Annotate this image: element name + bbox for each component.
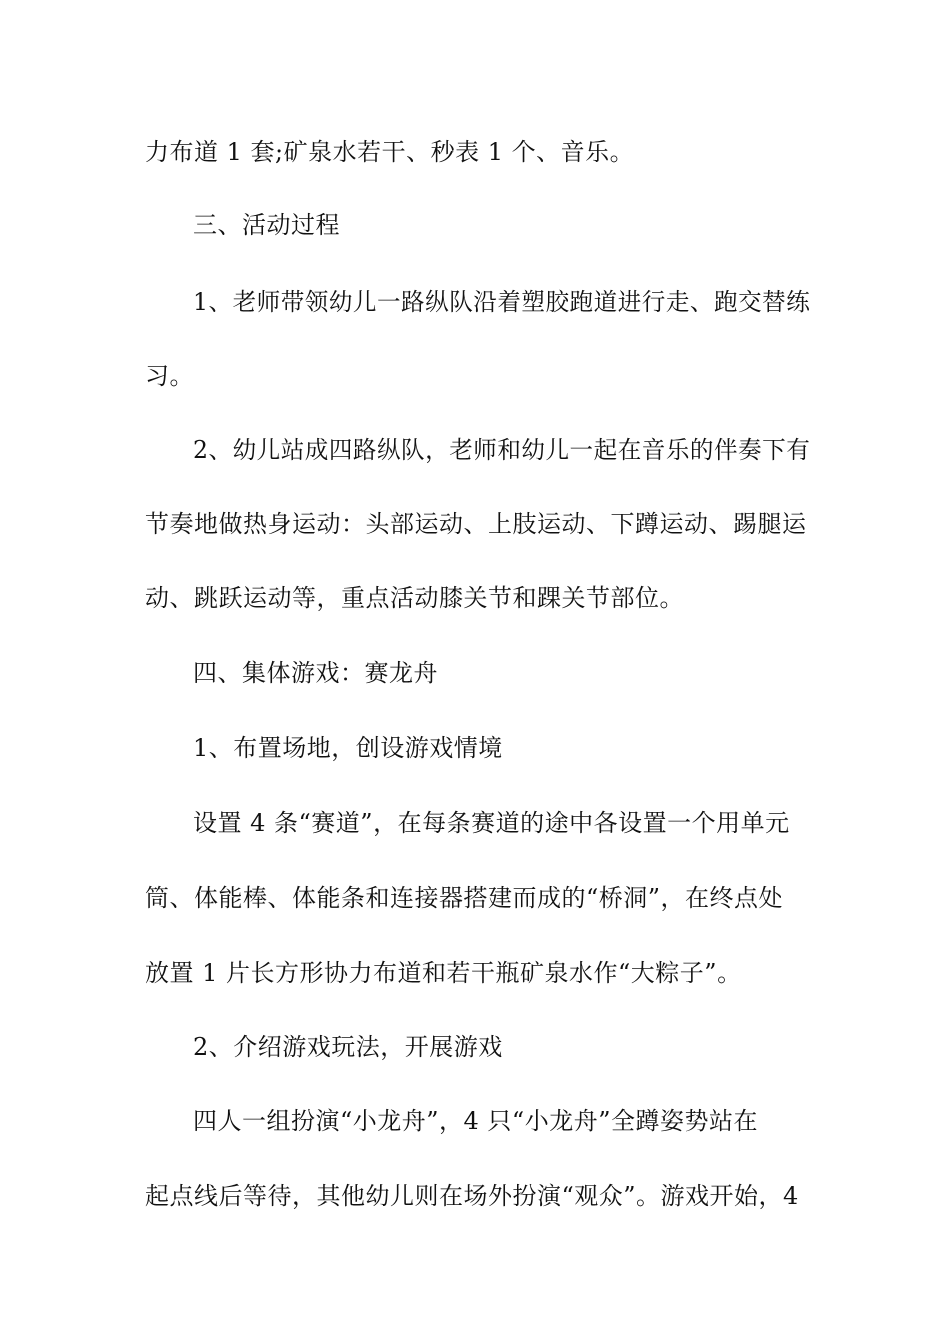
- text-line: 动、跳跃运动等，重点活动膝关节和踝关节部位。: [145, 584, 684, 612]
- text-line: 节奏地做热身运动：头部运动、上肢运动、下蹲运动、踢腿运: [145, 510, 807, 538]
- section-heading: 四、集体游戏：赛龙舟: [193, 659, 438, 687]
- text-line: 习。: [145, 362, 194, 390]
- text-line: 力布道 1 套;矿泉水若干、秒表 1 个、音乐。: [145, 138, 635, 166]
- text-line: 2、幼儿站成四路纵队，老师和幼儿一起在音乐的伴奏下有: [193, 436, 811, 464]
- text-line: 起点线后等待，其他幼儿则在场外扮演“观众”。游戏开始，4: [145, 1182, 799, 1210]
- text-line: 四人一组扮演“小龙舟”，4 只“小龙舟”全蹲姿势站在: [193, 1107, 758, 1135]
- text-line: 放置 1 片长方形协力布道和若干瓶矿泉水作“大粽子”。: [145, 959, 742, 987]
- text-line: 1、老师带领幼儿一路纵队沿着塑胶跑道进行走、跑交替练: [193, 288, 811, 316]
- text-line: 2、介绍游戏玩法，开展游戏: [193, 1033, 503, 1061]
- text-line: 筒、体能棒、体能条和连接器搭建而成的“桥洞”，在终点处: [145, 884, 784, 912]
- section-heading: 三、活动过程: [193, 211, 340, 239]
- text-line: 设置 4 条“赛道”，在每条赛道的途中各设置一个用单元: [193, 809, 790, 837]
- text-line: 1、布置场地，创设游戏情境: [193, 734, 503, 762]
